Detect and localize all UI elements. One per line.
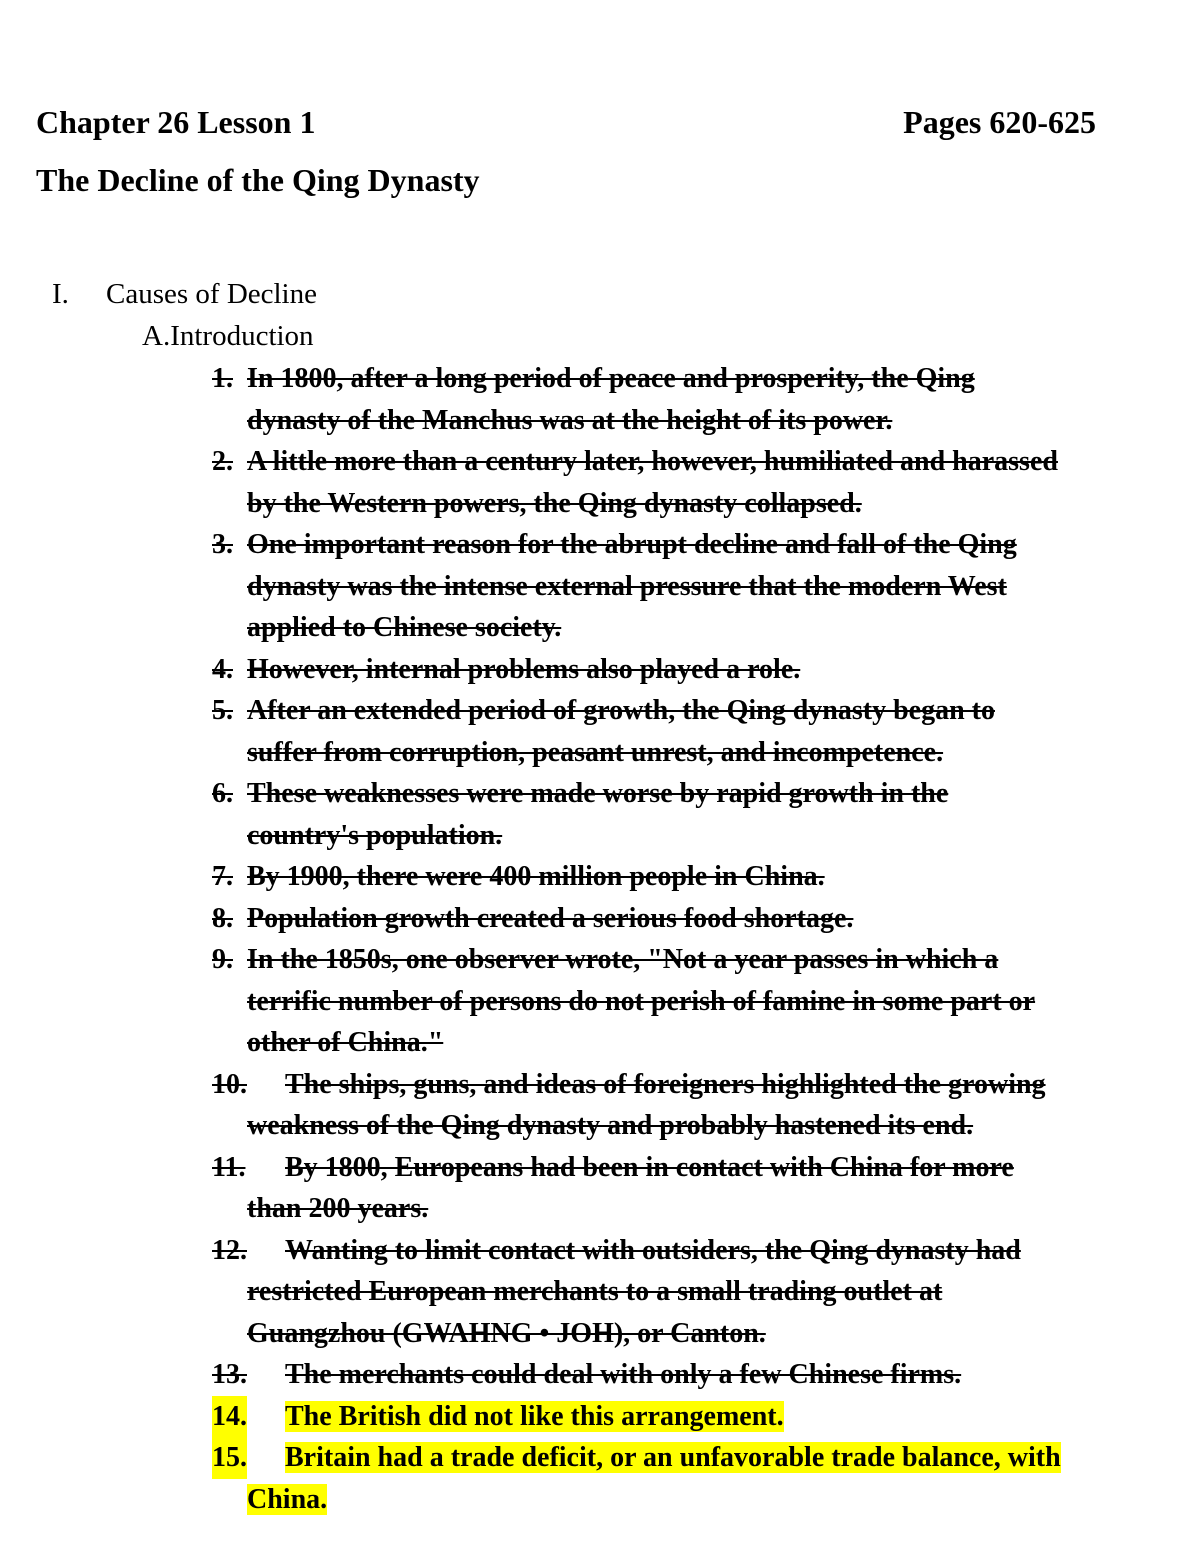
- page-range: Pages 620-625: [903, 104, 1096, 140]
- item-text: By 1900, there were 400 million people in China.: [247, 861, 825, 892]
- item-line: [247, 566, 1172, 608]
- item-text: weakness of the Qing dynasty and probably hastened its end.: [247, 1110, 974, 1141]
- item-line: [247, 1064, 1172, 1106]
- item-text: China.: [247, 1483, 328, 1515]
- lesson-title: The Decline of the Qing Dynasty: [36, 162, 480, 198]
- item-text: In the 1850s, one observer wrote, "Not a year passes in which a: [247, 944, 999, 975]
- item-number: 3.: [212, 529, 233, 560]
- item-number: 6.: [212, 778, 233, 809]
- item-number: 7.: [212, 861, 233, 892]
- outline-item: [212, 1147, 1172, 1230]
- item-line: [247, 358, 1172, 400]
- item-number: 2.: [212, 446, 233, 477]
- item-line: [247, 815, 1172, 857]
- item-line: [247, 981, 1172, 1023]
- outline-item: [212, 1354, 1172, 1396]
- outline-item: [212, 773, 1172, 856]
- item-line: [247, 1105, 1172, 1147]
- item-line: [247, 1147, 1172, 1189]
- item-text: restricted European merchants to a small trading outlet at: [247, 1276, 943, 1307]
- item-number: 1.: [212, 363, 233, 394]
- item-text: by the Western powers, the Qing dynasty collapsed.: [247, 487, 862, 519]
- item-text: terrific number of persons do not perish of famine in some part or: [247, 985, 1036, 1017]
- item-number: 13.: [212, 1359, 247, 1390]
- outline-item: [212, 856, 1172, 898]
- header-row: [36, 100, 1096, 144]
- item-text: These weaknesses were made worse by rapid growth in the: [247, 778, 949, 809]
- item-number: 11.: [212, 1151, 246, 1183]
- outline-item: [212, 524, 1172, 649]
- item-text: In 1800, after a long period of peace and prosperity, the Qing: [247, 363, 975, 394]
- item-line: [247, 1479, 1172, 1521]
- subsection-label: Introduction: [170, 320, 314, 352]
- outline-item: [212, 1396, 1172, 1438]
- item-number: 8.: [212, 902, 233, 934]
- item-text: Wanting to limit contact with outsiders, the Qing dynasty had: [285, 1234, 1021, 1266]
- section-numeral: I.: [52, 278, 69, 310]
- item-number: 12.: [212, 1234, 247, 1266]
- outline-item: [212, 441, 1172, 524]
- item-line: [247, 524, 1172, 566]
- item-number: 9.: [212, 944, 233, 975]
- item-text: Guangzhou (GWAHNG • JOH), or Canton.: [247, 1317, 766, 1349]
- outline-item: [212, 1064, 1172, 1147]
- item-line: [247, 1271, 1172, 1313]
- item-text: Britain had a trade deficit, or an unfavorable trade balance, with: [285, 1442, 1061, 1473]
- item-text: than 200 years.: [247, 1193, 429, 1224]
- item-text: However, internal problems also played a role.: [247, 653, 801, 685]
- item-line: [247, 773, 1172, 815]
- item-text: After an extended period of growth, the Qing dynasty began to: [247, 695, 995, 726]
- chapter-heading: Chapter 26 Lesson 1: [36, 104, 316, 140]
- subsection-heading: [142, 316, 314, 356]
- item-line: [247, 1230, 1172, 1272]
- outline-item: [212, 898, 1172, 940]
- item-number: 10.: [212, 1068, 247, 1100]
- item-text: The ships, guns, and ideas of foreigners highlighted the growing: [285, 1068, 1046, 1100]
- outline-item: [212, 358, 1172, 441]
- subsection-letter: A.: [142, 320, 171, 352]
- item-text: suffer from corruption, peasant unrest, and incompetence.: [247, 736, 944, 768]
- item-text: One important reason for the abrupt decline and fall of the Qing: [247, 529, 1017, 560]
- item-line: [247, 939, 1172, 981]
- item-line: [247, 1022, 1172, 1064]
- item-text: The merchants could deal with only a few Chinese firms.: [285, 1359, 962, 1390]
- item-line: [247, 1437, 1172, 1479]
- section-label: Causes of Decline: [106, 278, 317, 310]
- item-line: [247, 483, 1172, 525]
- item-line: [247, 1188, 1172, 1230]
- item-line: [247, 1313, 1172, 1355]
- outline-item: [212, 1437, 1172, 1520]
- item-line: [247, 441, 1172, 483]
- item-number: 5.: [212, 695, 233, 726]
- item-line: [247, 607, 1172, 649]
- item-text: other of China.": [247, 1027, 444, 1058]
- item-text: Population growth created a serious food shortage.: [247, 902, 854, 934]
- outline-item: [212, 690, 1172, 773]
- item-number: 4.: [212, 653, 233, 685]
- outline-item: [212, 649, 1172, 691]
- item-text: By 1800, Europeans had been in contact with China for more: [285, 1151, 1014, 1183]
- item-line: [247, 649, 1172, 691]
- item-text: country's population.: [247, 819, 503, 851]
- outline-item: [212, 1230, 1172, 1355]
- item-line: [247, 1354, 1172, 1396]
- outline-item-list: [212, 358, 1172, 1520]
- item-text: dynasty of the Manchus was at the height of its power.: [247, 404, 893, 436]
- item-text: applied to Chinese society.: [247, 612, 562, 643]
- item-line: [247, 690, 1172, 732]
- item-text: dynasty was the intense external pressure that the modern West: [247, 570, 1007, 602]
- item-number: 15.: [212, 1437, 247, 1479]
- item-line: [247, 1396, 1172, 1438]
- item-text: The British did not like this arrangement.: [285, 1400, 784, 1432]
- outline-item: [212, 939, 1172, 1064]
- item-line: [247, 856, 1172, 898]
- item-line: [247, 732, 1172, 774]
- item-line: [247, 898, 1172, 940]
- item-text: A little more than a century later, however, humiliated and harassed: [247, 446, 1058, 477]
- item-number: 14.: [212, 1396, 247, 1438]
- item-line: [247, 400, 1172, 442]
